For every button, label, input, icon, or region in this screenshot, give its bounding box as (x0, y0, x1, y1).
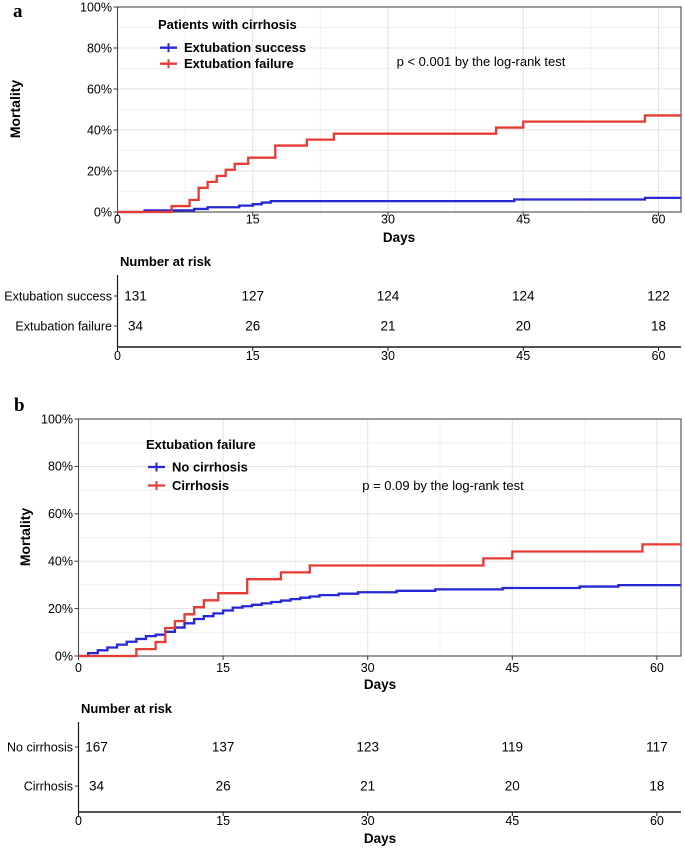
risk-count-extubation-success: 122 (647, 288, 670, 304)
panel-b-risk-table-header: Number at risk (81, 701, 173, 716)
risk-count-extubation-failure: 26 (245, 318, 261, 334)
panel-b-risk-row-label-no-cirrhosis: No cirrhosis (7, 740, 73, 755)
panel-a-dynamic-layer (80, 0, 681, 363)
panel-a (4, 0, 681, 363)
y-axis-tick-label: 100% (41, 412, 73, 427)
y-axis-tick-label: 60% (47, 507, 73, 522)
risk-count-extubation-success: 124 (376, 288, 400, 304)
risk-count-cirrhosis: 34 (88, 778, 105, 794)
y-axis-tick-label: 0% (93, 205, 112, 220)
risk-count-extubation-failure: 21 (380, 318, 396, 334)
risk-table-tick-label: 15 (216, 814, 231, 828)
risk-table-tick-label: 45 (505, 814, 520, 828)
panel-a-legend-item-label-failure: Extubation failure (184, 56, 294, 71)
risk-table-tick-label: 0 (114, 349, 121, 363)
x-axis-tick-label: 30 (360, 661, 375, 675)
panel-a-x-axis-title: Days (382, 230, 416, 245)
y-axis-tick-label: 100% (80, 0, 112, 15)
risk-count-extubation-failure: 34 (127, 318, 144, 334)
panel-b (7, 395, 681, 846)
panel-b-pvalue-annotation: p = 0.09 by the log-rank test (362, 478, 524, 493)
y-axis-tick-label: 60% (86, 82, 112, 97)
y-axis-tick-label: 40% (86, 123, 112, 138)
x-axis-tick-label: 60 (651, 212, 666, 227)
panel-b-legend-title: Extubation failure (146, 437, 256, 452)
x-axis-tick-label: 60 (649, 661, 664, 675)
panel-b-dynamic-layer (41, 412, 681, 828)
risk-count-cirrhosis: 26 (215, 778, 231, 794)
y-axis-tick-label: 0% (54, 649, 73, 664)
x-axis-tick-label: 0 (114, 212, 121, 227)
risk-table-tick-label: 15 (245, 349, 260, 363)
risk-count-no-cirrhosis: 123 (356, 739, 379, 755)
panel-b-legend-item-label-no-cirrhosis: No cirrhosis (172, 459, 248, 475)
risk-count-extubation-success: 124 (511, 288, 535, 304)
risk-count-extubation-success: 131 (124, 288, 147, 304)
panel-b-legend-item-label-cirrhosis: Cirrhosis (172, 478, 230, 493)
risk-count-extubation-failure: 20 (515, 318, 531, 334)
risk-count-cirrhosis: 18 (649, 778, 665, 794)
risk-count-no-cirrhosis: 137 (211, 739, 235, 755)
y-axis-tick-label: 20% (86, 164, 112, 179)
panel-a-letter: a (13, 1, 23, 22)
x-axis-tick-label: 30 (381, 212, 395, 227)
panel-a-pvalue-annotation: p < 0.001 by the log-rank test (396, 54, 566, 69)
risk-table-tick-label: 30 (381, 349, 395, 363)
x-axis-tick-label: 45 (505, 661, 520, 675)
y-axis-tick-label: 80% (47, 459, 73, 474)
risk-count-cirrhosis: 20 (504, 778, 520, 794)
risk-table-tick-label: 60 (649, 814, 664, 828)
x-axis-tick-label: 15 (245, 212, 260, 227)
panel-b-x-axis-title: Days (363, 677, 397, 692)
risk-count-extubation-success: 127 (241, 288, 265, 304)
y-axis-tick-label: 80% (86, 41, 112, 56)
risk-table-tick-label: 45 (516, 349, 531, 363)
x-axis-tick-label: 15 (216, 661, 231, 675)
panel-a-risk-table-header: Number at risk (120, 254, 212, 269)
risk-table-tick-label: 0 (75, 814, 82, 828)
panel-a-risk-row-label-failure: Extubation failure (15, 319, 112, 334)
risk-count-no-cirrhosis: 167 (85, 739, 108, 755)
panel-a-legend-item-label-success: Extubation success (184, 40, 307, 55)
x-axis-tick-label: 45 (516, 212, 531, 227)
y-axis-tick-label: 20% (47, 601, 73, 616)
panel-b-risk-table-x-axis-title: Days (363, 831, 397, 846)
risk-table-tick-label: 60 (651, 349, 666, 363)
risk-count-no-cirrhosis: 119 (501, 739, 524, 755)
panel-a-y-axis-title: Mortality (7, 79, 23, 139)
risk-count-extubation-failure: 18 (650, 318, 666, 334)
risk-table-tick-label: 30 (360, 814, 375, 828)
risk-count-no-cirrhosis: 117 (646, 739, 668, 755)
panel-a-legend-title: Patients with cirrhosis (158, 17, 297, 32)
x-axis-tick-label: 0 (75, 661, 82, 675)
y-axis-tick-label: 40% (47, 554, 73, 569)
panel-b-y-axis-title: Mortality (17, 507, 33, 567)
panel-b-risk-row-label-cirrhosis: Cirrhosis (23, 779, 73, 794)
panel-b-letter: b (14, 395, 25, 416)
risk-count-cirrhosis: 21 (360, 778, 376, 794)
panel-a-risk-row-label-success: Extubation success (4, 289, 112, 304)
